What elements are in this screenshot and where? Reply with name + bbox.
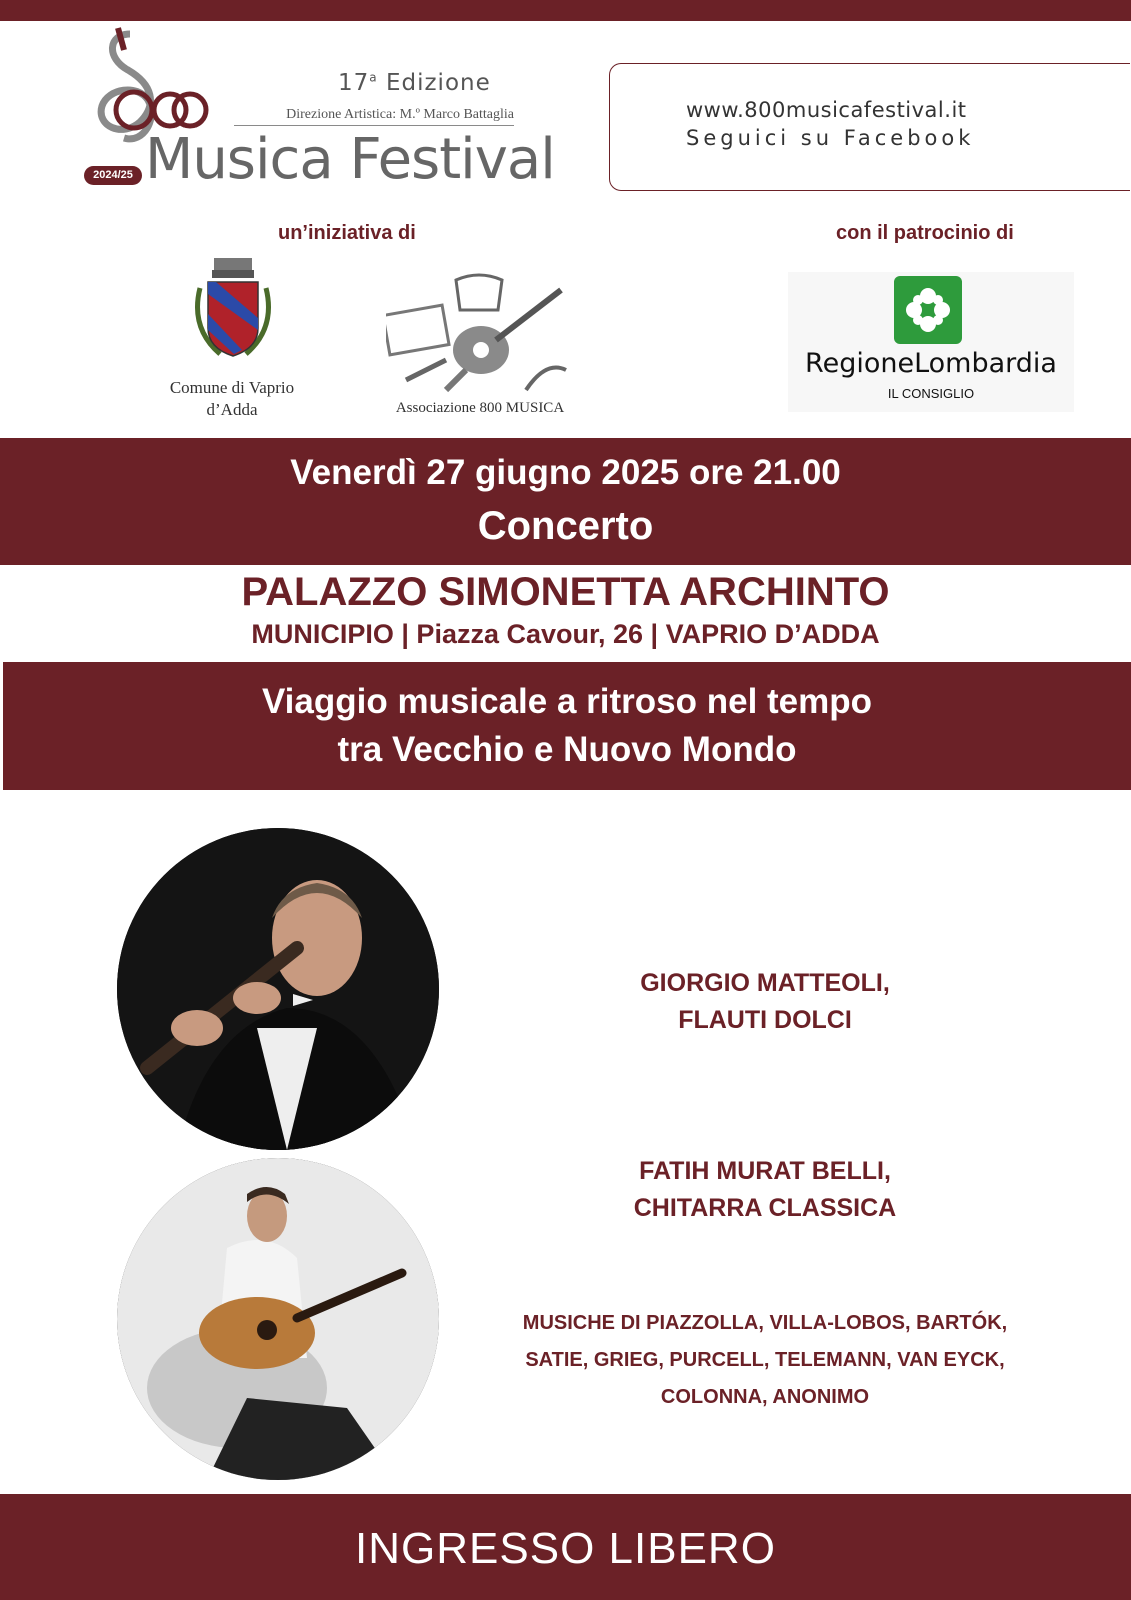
concert-title-line1: Viaggio musicale a ritroso nel tempo [261, 682, 873, 721]
flutist-photo [117, 828, 439, 1150]
program-line3: COLONNA, ANONIMO [660, 1386, 870, 1408]
performer-1-name: GIORGIO MATTEOLI, [640, 969, 890, 997]
admission-band [0, 1494, 1131, 1600]
artistic-direction: Direzione Artistica: M.º Marco Battaglia [234, 107, 514, 126]
venue-address: MUNICIPIO | Piazza Cavour, 26 | VAPRIO D’ADDA [251, 619, 880, 649]
performer-2 [560, 1153, 970, 1227]
performer-2-name: FATIH MURAT BELLI, [639, 1157, 891, 1185]
comune-name: Comune di Vaprio d’Adda [169, 378, 295, 419]
festival-name: Musica Festival [145, 127, 555, 192]
edition-suffix: a [369, 70, 378, 85]
region-council: IL CONSIGLIO [887, 386, 975, 401]
venue-name: PALAZZO SIMONETTA ARCHINTO [241, 570, 890, 614]
event-datetime: Venerdì 27 giugno 2025 ore 21.00 [290, 453, 841, 492]
patronage-label: con il patrocinio di [836, 222, 1014, 244]
performer-1-instrument: FLAUTI DOLCI [678, 1006, 852, 1034]
edition-number: 17 [338, 70, 370, 96]
edition-word: Edizione [385, 70, 491, 96]
admission-text: INGRESSO LIBERO [355, 1524, 776, 1573]
season-badge: 2024/25 [84, 166, 142, 185]
program-line2: SATIE, GRIEG, PURCELL, TELEMANN, VAN EYCK, [525, 1349, 1005, 1371]
performer-2-instrument: CHITARRA CLASSICA [633, 1194, 897, 1222]
title-band [3, 662, 1131, 790]
facebook-link[interactable]: Seguici su Facebook [686, 126, 975, 150]
instruments-emblem-icon [386, 270, 572, 400]
date-band [0, 438, 1131, 565]
program-composers [500, 1305, 1030, 1416]
concert-title-line2: tra Vecchio e Nuovo Mondo [337, 730, 797, 769]
guitarist-photo [117, 1158, 439, 1480]
region-name: RegioneLombardia [805, 348, 1057, 379]
top-bar [0, 0, 1131, 21]
lombardy-rose-icon [894, 276, 962, 344]
performer-1 [560, 965, 970, 1039]
event-type: Concerto [477, 504, 654, 548]
initiative-label: un’iniziativa di [278, 222, 416, 244]
website-link[interactable]: www.800musicafestival.it [686, 98, 967, 122]
coat-of-arms-icon [190, 258, 276, 376]
association-name: Associazione 800 MUSICA [395, 400, 565, 416]
program-line1: MUSICHE DI PIAZZOLLA, VILLA-LOBOS, BARTÓK, [522, 1312, 1008, 1334]
edition-label [338, 70, 491, 96]
